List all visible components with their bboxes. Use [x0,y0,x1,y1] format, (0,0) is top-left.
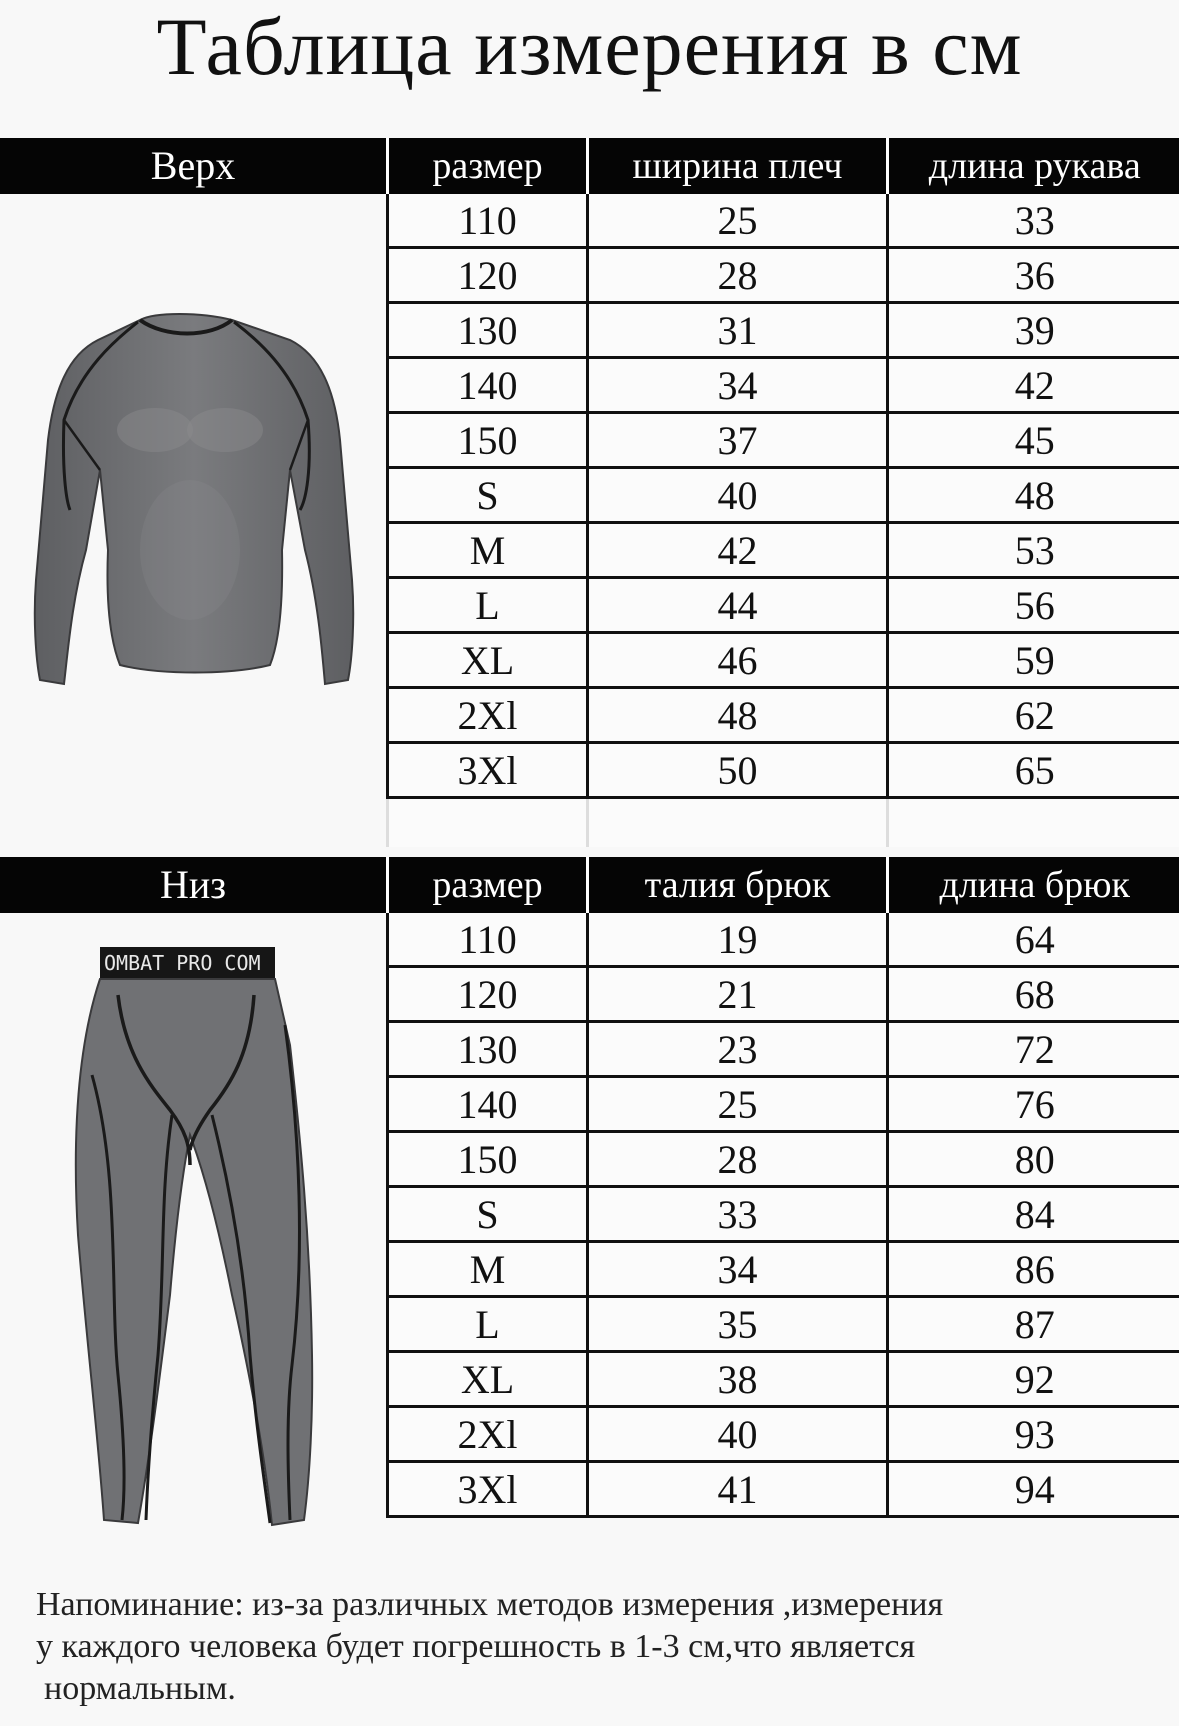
note-line-3: нормальным. [44,1670,236,1707]
empty-cell [888,798,1179,848]
size-cell: M [388,1242,588,1297]
empty-cell [588,798,888,848]
measure-cell: 41 [588,1462,888,1517]
table-row [388,1242,1179,1297]
table-row [388,578,1179,633]
size-cell: XL [388,1352,588,1407]
length-cell: 42 [888,358,1179,413]
measure-cell: 40 [588,1407,888,1462]
length-cell: 84 [888,1187,1179,1242]
top-header-size: размер [388,138,588,194]
table-row [388,913,1179,967]
table-row [388,633,1179,688]
table-row [388,1022,1179,1077]
size-cell: S [388,468,588,523]
measure-cell: 34 [588,358,888,413]
size-cell: XL [388,633,588,688]
length-cell: 76 [888,1077,1179,1132]
measure-cell: 42 [588,523,888,578]
table-row [388,358,1179,413]
length-cell: 59 [888,633,1179,688]
measure-cell: 31 [588,303,888,358]
size-cell: 2Xl [388,1407,588,1462]
table-row [388,1352,1179,1407]
bottom-header-size: размер [388,857,588,913]
length-cell: 64 [888,913,1179,967]
measure-cell: 21 [588,967,888,1022]
top-size-table [386,138,1179,847]
size-cell: 130 [388,1022,588,1077]
measure-cell: 48 [588,688,888,743]
measure-cell: 50 [588,743,888,798]
size-cell: M [388,523,588,578]
length-cell: 92 [888,1352,1179,1407]
top-header-sleeve-length: длина рукава [888,138,1179,194]
empty-row [388,798,1179,848]
length-cell: 68 [888,967,1179,1022]
bottom-header-pants-length: длина брюк [888,857,1179,913]
table-row [388,1077,1179,1132]
table-row [388,413,1179,468]
length-cell: 45 [888,413,1179,468]
bottom-size-table [386,857,1179,1518]
size-cell: 140 [388,1077,588,1132]
size-cell: 150 [388,1132,588,1187]
bottom-section-label: Низ [159,862,227,907]
length-cell: 87 [888,1297,1179,1352]
measure-cell: 38 [588,1352,888,1407]
table-row [388,967,1179,1022]
page-title: Таблица измерения в см [156,1,1023,92]
note-line-1: Напоминание: из-за различных методов измерения ,измерения [36,1586,944,1623]
measure-cell: 28 [588,1132,888,1187]
length-cell: 86 [888,1242,1179,1297]
length-cell: 93 [888,1407,1179,1462]
size-cell: 120 [388,248,588,303]
table-row [388,1187,1179,1242]
bottom-header-waist: талия брюк [588,857,888,913]
length-cell: 62 [888,688,1179,743]
measurement-note [36,1584,1156,1710]
table-row [388,743,1179,798]
measure-cell: 44 [588,578,888,633]
measure-cell: 34 [588,1242,888,1297]
size-cell: L [388,578,588,633]
size-cell: 110 [388,913,588,967]
length-cell: 65 [888,743,1179,798]
table-row [388,1132,1179,1187]
table-row [388,303,1179,358]
length-cell: 39 [888,303,1179,358]
table-row [388,1297,1179,1352]
size-cell: L [388,1297,588,1352]
table-row [388,688,1179,743]
shirt-image [0,300,386,700]
length-cell: 72 [888,1022,1179,1077]
length-cell: 36 [888,248,1179,303]
size-cell: 120 [388,967,588,1022]
table-row [388,468,1179,523]
top-header-shoulder-width: ширина плеч [588,138,888,194]
size-cell: 2Xl [388,688,588,743]
note-line-2: у каждого человека будет погрешность в 1-3 см,что является [36,1628,916,1665]
measure-cell: 46 [588,633,888,688]
measure-cell: 40 [588,468,888,523]
table-row [388,1462,1179,1517]
size-cell: 140 [388,358,588,413]
table-row [388,194,1179,248]
size-cell: 150 [388,413,588,468]
length-cell: 94 [888,1462,1179,1517]
length-cell: 53 [888,523,1179,578]
measure-cell: 19 [588,913,888,967]
table-row [388,523,1179,578]
size-cell: 110 [388,194,588,248]
measure-cell: 37 [588,413,888,468]
top-table-header-row [388,138,1179,194]
length-cell: 80 [888,1132,1179,1187]
size-cell: 130 [388,303,588,358]
size-cell: 3Xl [388,743,588,798]
measure-cell: 33 [588,1187,888,1242]
length-cell: 48 [888,468,1179,523]
waistband-text: OMBAT PRO COM [104,951,261,975]
length-cell: 33 [888,194,1179,248]
top-section-label: Верх [150,143,236,188]
measure-cell: 25 [588,194,888,248]
empty-cell [388,798,588,848]
pants-image [0,935,386,1530]
size-cell: 3Xl [388,1462,588,1517]
measure-cell: 35 [588,1297,888,1352]
bottom-table-header-row [388,857,1179,913]
table-row [388,248,1179,303]
measure-cell: 23 [588,1022,888,1077]
size-cell: S [388,1187,588,1242]
table-row [388,1407,1179,1462]
measure-cell: 28 [588,248,888,303]
length-cell: 56 [888,578,1179,633]
measure-cell: 25 [588,1077,888,1132]
